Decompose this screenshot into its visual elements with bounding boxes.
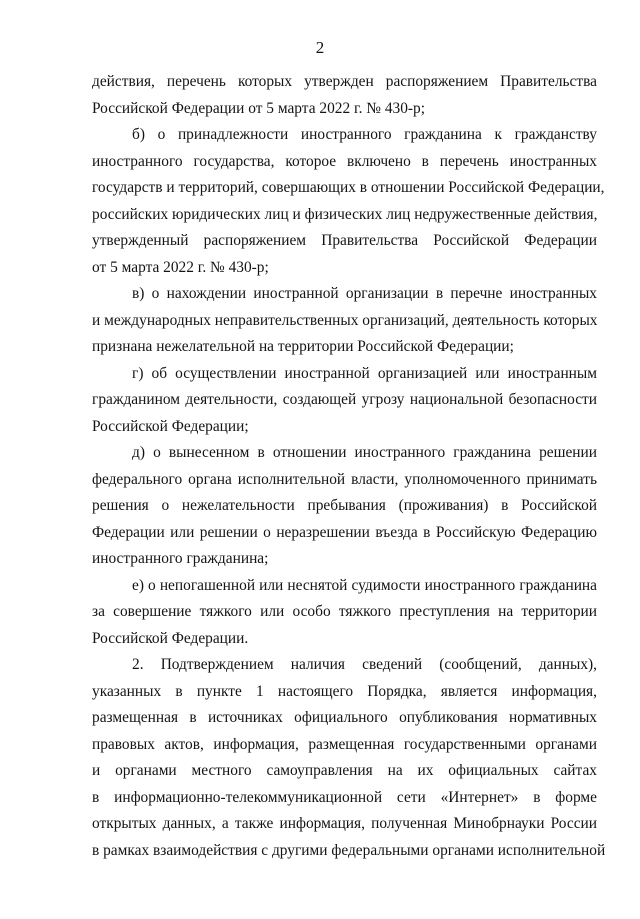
text-line: 2. Подтверждением наличия сведений (сообщений, данных), bbox=[132, 656, 597, 673]
text-line: российских юридических лиц и физических лиц недружественные действия, bbox=[92, 205, 598, 223]
text-line: от 5 марта 2022 г. № 430-р; bbox=[92, 258, 269, 276]
text-line: решения о нежелательности пребывания (проживания) в Российской bbox=[92, 497, 597, 514]
paragraph-b bbox=[92, 122, 605, 281]
text-line: гражданином деятельности, создающей угрозу национальной безопасности bbox=[92, 391, 597, 408]
text-line: открытых данных, а также информация, полученная Минобрнауки России bbox=[92, 815, 597, 832]
text-line: Российской Федерации от 5 марта 2022 г. № 430-р; bbox=[92, 99, 426, 117]
text-line: в информационно-телекоммуникационной сети «Интернет» в форме bbox=[92, 788, 597, 806]
page-number: 2 bbox=[315, 38, 325, 57]
text-line: иностранного гражданина; bbox=[92, 550, 269, 567]
paragraph-v bbox=[92, 281, 597, 361]
paragraph-g bbox=[92, 361, 597, 441]
text-line: утвержденный распоряжением Правительства Российской Федерации bbox=[92, 232, 597, 249]
text-line: б) о принадлежности иностранного гражданина к гражданству bbox=[132, 126, 597, 143]
text-line: указанных в пункте 1 настоящего Порядка, является информация, bbox=[92, 682, 597, 700]
paragraph-e bbox=[92, 573, 597, 653]
text-line: в) о нахождении иностранной организации в перечне иностранных bbox=[132, 285, 597, 302]
text-line: г) об осуществлении иностранной организацией или иностранным bbox=[132, 364, 597, 382]
text-line: и органами местного самоуправления на их официальных сайтах bbox=[92, 762, 597, 779]
paragraph-d bbox=[92, 440, 597, 573]
text-line: Российской Федерации. bbox=[92, 629, 249, 647]
text-line: признана нежелательной на территории Российской Федерации; bbox=[92, 338, 514, 355]
paragraph-2 bbox=[92, 652, 606, 864]
text-line: д) о вынесенном в отношении иностранного гражданина решении bbox=[132, 444, 597, 461]
text-line: действия, перечень которых утвержден распоряжением Правительства bbox=[92, 73, 597, 90]
text-line: е) о непогашенной или неснятой судимости иностранного гражданина bbox=[132, 576, 597, 594]
text-line: и международных неправительственных организаций, деятельность которых bbox=[92, 311, 598, 329]
text-line: государств и территорий, совершающих в отношении Российской Федерации, bbox=[92, 179, 605, 196]
document-body bbox=[92, 69, 606, 864]
text-line: Российской Федерации; bbox=[92, 417, 249, 435]
text-line: федерального органа исполнительной власти, уполномоченного принимать bbox=[92, 470, 597, 488]
text-line: иностранного государства, которое включено в перечень иностранных bbox=[92, 152, 597, 170]
text-line: размещенная в источниках официального опубликования нормативных bbox=[92, 709, 597, 726]
paragraph-continuation bbox=[92, 69, 597, 122]
text-line: за совершение тяжкого или особо тяжкого преступления на территории bbox=[92, 603, 597, 620]
text-line: Федерации или решении о неразрешении въезда в Российскую Федерацию bbox=[92, 523, 597, 541]
text-line: правовых актов, информация, размещенная государственными органами bbox=[92, 735, 597, 753]
text-line: в рамках взаимодействия с другими федеральными органами исполнительной bbox=[92, 841, 606, 859]
